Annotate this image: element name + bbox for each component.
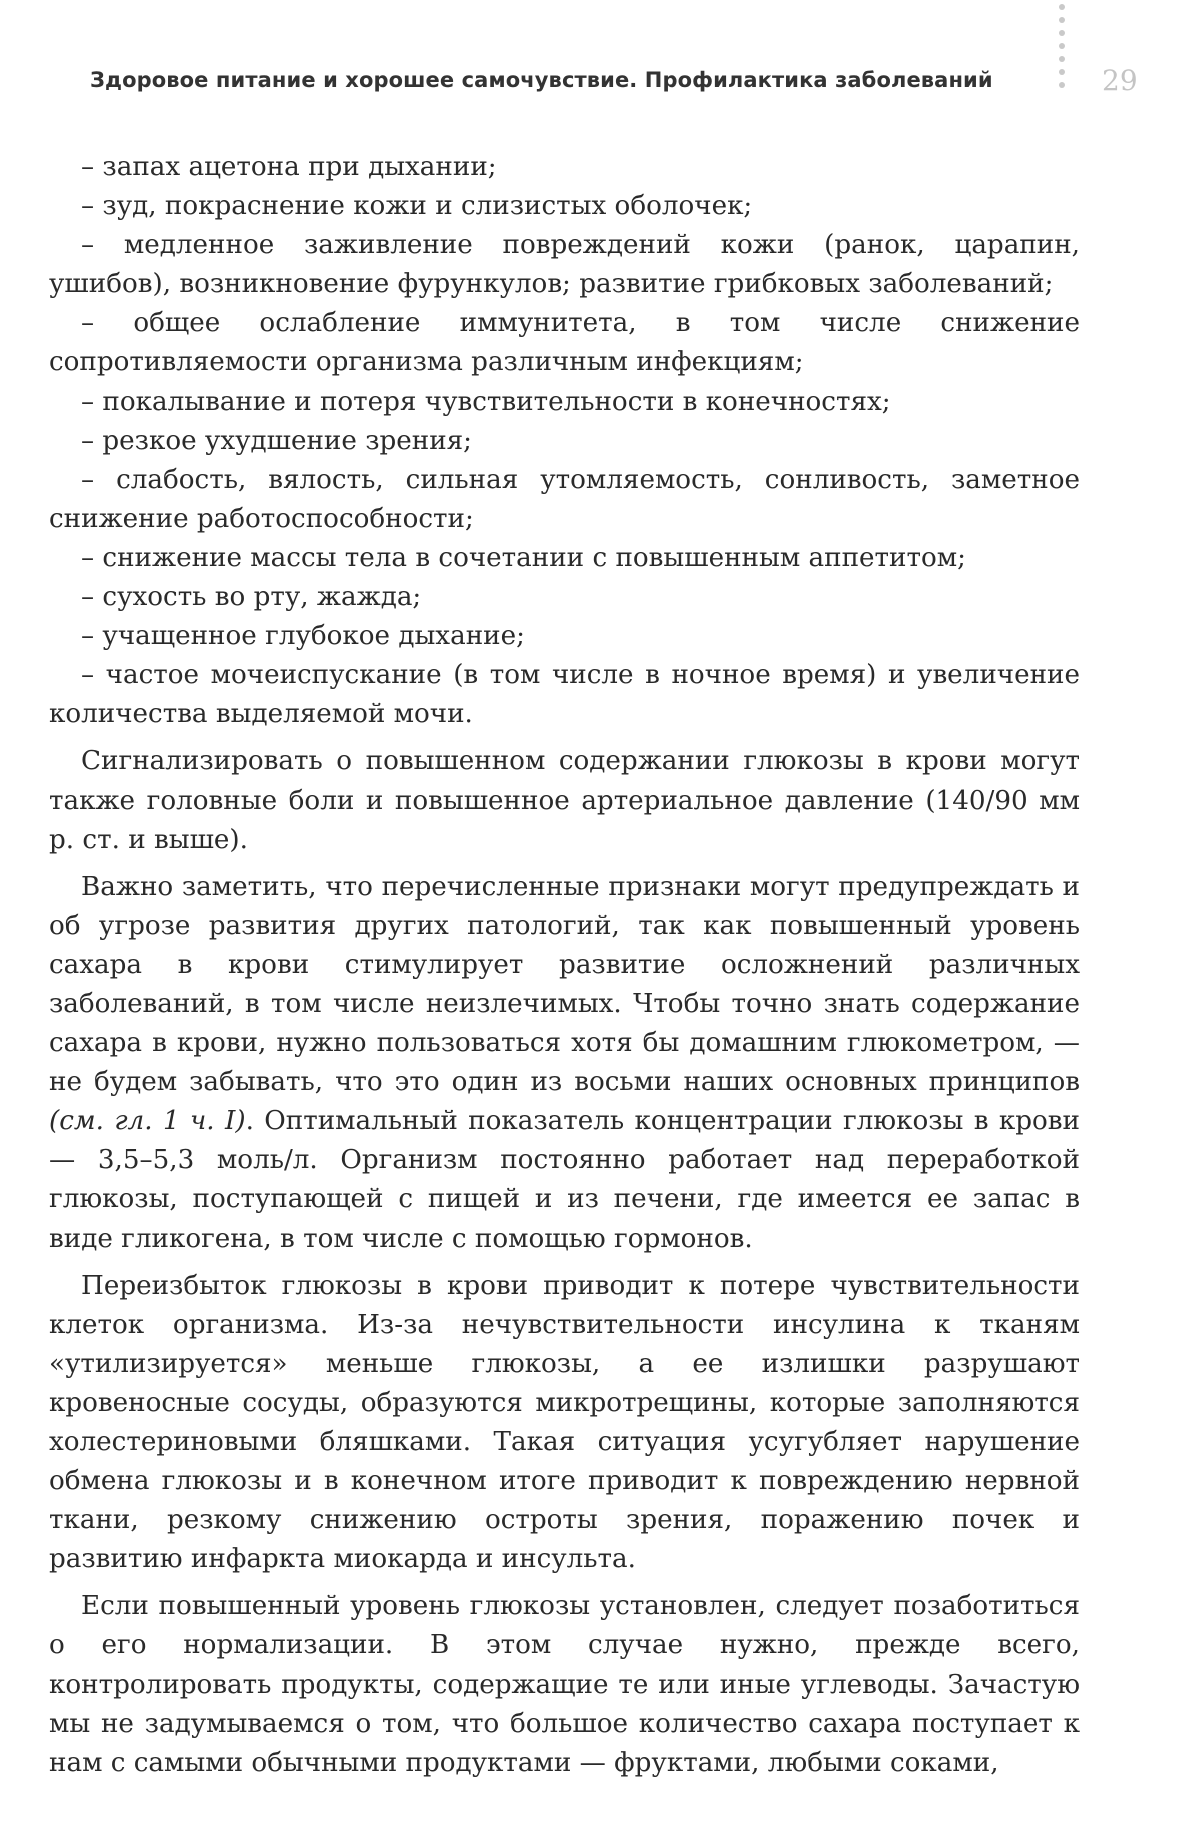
paragraph-glucose-signals: Сигнализировать о повышенном содержании глюкозы в крови могут также головные боли и повышенное артериальное давление (140/90 мм р. ст. и выше). (49, 746, 1080, 855)
list-item: – учащенное глубокое дыхание; (81, 621, 525, 652)
running-head: Здоровое питание и хорошее самочувствие. Профилактика заболеваний (90, 68, 993, 92)
paragraph-text: . Оптимальный показатель концентрации глюкозы в крови — 3,5–5,3 моль/л. Организм постоянно работает над переработкой глюкозы, поступающей с пищей и из печени, где имеется ее запас в виде гликогена, в том числе с помощью гормонов. (49, 1106, 1080, 1254)
page-number: 29 (1102, 64, 1138, 97)
list-item: – слабость, вялость, сильная утомляемость, сонливость, заметное снижение работоспособности; (49, 464, 1080, 534)
list-item: – покалывание и потеря чувствительности в конечностях; (81, 386, 891, 417)
list-item: – медленное заживление повреждений кожи (ранок, царапин, ушибов), возникновение фурункулов; развитие грибковых заболеваний; (49, 230, 1080, 300)
list-item: – зуд, покраснение кожи и слизистых оболочек; (81, 191, 753, 222)
decorative-dots (1057, 0, 1067, 100)
body-text (49, 148, 1080, 1783)
list-item: – общее ослабление иммунитета, в том числе снижение сопротивляемости организма различным инфекциям; (49, 308, 1080, 378)
paragraph-normalization: Если повышенный уровень глюкозы установлен, следует позаботиться о его нормализации. В этом случае нужно, прежде всего, контролировать продукты, содержащие те или иные углеводы. Зачастую мы не задумываемся о том, что большое количество сахара поступает к нам с самыми обычными продуктами — фруктами, любыми соками, (49, 1591, 1080, 1778)
cross-reference: (см. гл. 1 ч. I) (49, 1106, 246, 1137)
list-item: – снижение массы тела в сочетании с повышенным аппетитом; (81, 542, 966, 573)
list-item: – резкое ухудшение зрения; (81, 425, 472, 456)
paragraph-important-note (49, 868, 1080, 1259)
list-item: – частое мочеиспускание (в том числе в ночное время) и увеличение количества выделяемой мочи. (49, 660, 1080, 730)
list-item: – сухость во рту, жажда; (81, 582, 422, 613)
paragraph-glucose-excess: Переизбыток глюкозы в крови приводит к потере чувствительности клеток организма. Из-за нечувствительности инсулина к тканям «утилизируется» меньше глюкозы, а ее излишки разрушают кровеносные сосуды, образуются микротрещины, которые заполняются холестериновыми бляшками. Такая ситуация усугубляет нарушение обмена глюкозы и в конечном итоге приводит к повреждению нервной ткани, резкому снижению остроты зрения, поражению почек и развитию инфаркта миокарда и инсульта. (49, 1270, 1080, 1575)
paragraph-text: Важно заметить, что перечисленные признаки могут предупреждать и об угрозе развития других патологий, так как повышенный уровень сахара в крови стимулирует развитие осложнений различных заболеваний, в том числе неизлечимых. Чтобы точно знать содержание сахара в крови, нужно пользоваться хотя бы домашним глюкометром, — не будем забывать, что это один из восьми наших основных принципов (49, 871, 1080, 1098)
list-item: – запах ацетона при дыхании; (81, 152, 497, 182)
